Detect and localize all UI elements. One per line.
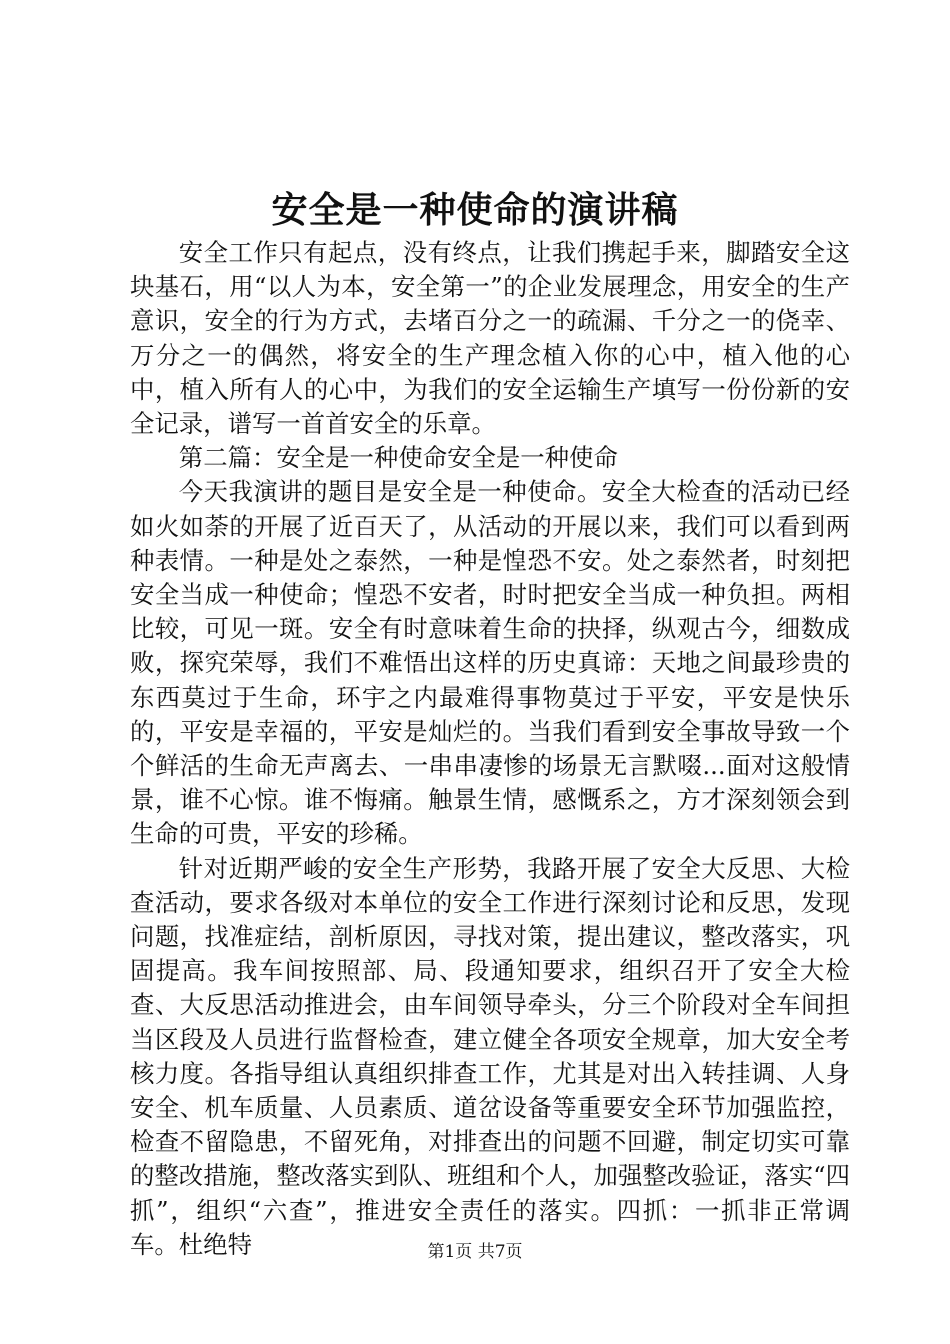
page-number-footer: 第1页 共7页 — [427, 1242, 523, 1262]
document-body — [130, 236, 850, 1262]
document-title: 安全是一种使命的演讲稿 — [271, 189, 679, 231]
paragraph-4: 针对近期严峻的安全生产形势，我路开展了安全大反思、大检查活动，要求各级对本单位的安全工作进行深刻讨论和反思，发现问题，找准症结，剖析原因，寻找对策，提出建议，整改落实，巩固提高。我车间按照部、局、段通知要求，组织召开了安全大检查、大反思活动推进会，由车间领导牵头，分三个阶段对全车间担当区段及人员进行监督检查，建立健全各项安全规章，加大安全考核力度。各指导组认真组织排查工作，尤其是对出入转挂调、人身安全、机车质量、人员素质、道岔设备等重要安全环节加强监控，检查不留隐患，不留死角，对排查出的问题不回避，制定切实可靠的整改措施，整改落实到队、班组和个人，加强整改验证，落实“四抓”，组织“六查”，推进安全责任的落实。四抓：一抓非正常调车。杜绝特 — [130, 853, 850, 1259]
paragraph-3: 今天我演讲的题目是安全是一种使命。安全大检查的活动已经如火如荼的开展了近百天了，从活动的开展以来，我们可以看到两种表情。一种是处之泰然，一种是惶恐不安。处之泰然者，时刻把安全当成一种使命；惶恐不安者，时时把安全当成一种负担。两相比较，可见一斑。安全有时意味着生命的抉择，纵观古今，细数成败，探究荣辱，我们不难悟出这样的历史真谛：天地之间最珍贵的东西莫过于生命，环宇之内最难得事物莫过于平安，平安是快乐的，平安是幸福的，平安是灿烂的。当我们看到安全事故导致一个个鲜活的生命无声离去、一串串凄惨的场景无言默啜...面对这般情景，谁不心惊。谁不悔痛。触景生情，感慨系之，方才深刻领会到生命的可贵，平安的珍稀。 — [130, 477, 850, 849]
paragraph-2-section-heading: 第二篇：安全是一种使命安全是一种使命 — [178, 443, 618, 473]
paragraph-1: 安全工作只有起点，没有终点，让我们携起手来，脚踏安全这块基石，用“以人为本，安全第一”的企业发展理念，用安全的生产意识，安全的行为方式，去堵百分之一的疏漏、千分之一的侥幸、万分之一的偶然，将安全的生产理念植入你的心中，植入他的心中，植入所有人的心中，为我们的安全运输生产填写一份份新的安全记录，谱写一首首安全的乐章。 — [130, 238, 850, 439]
